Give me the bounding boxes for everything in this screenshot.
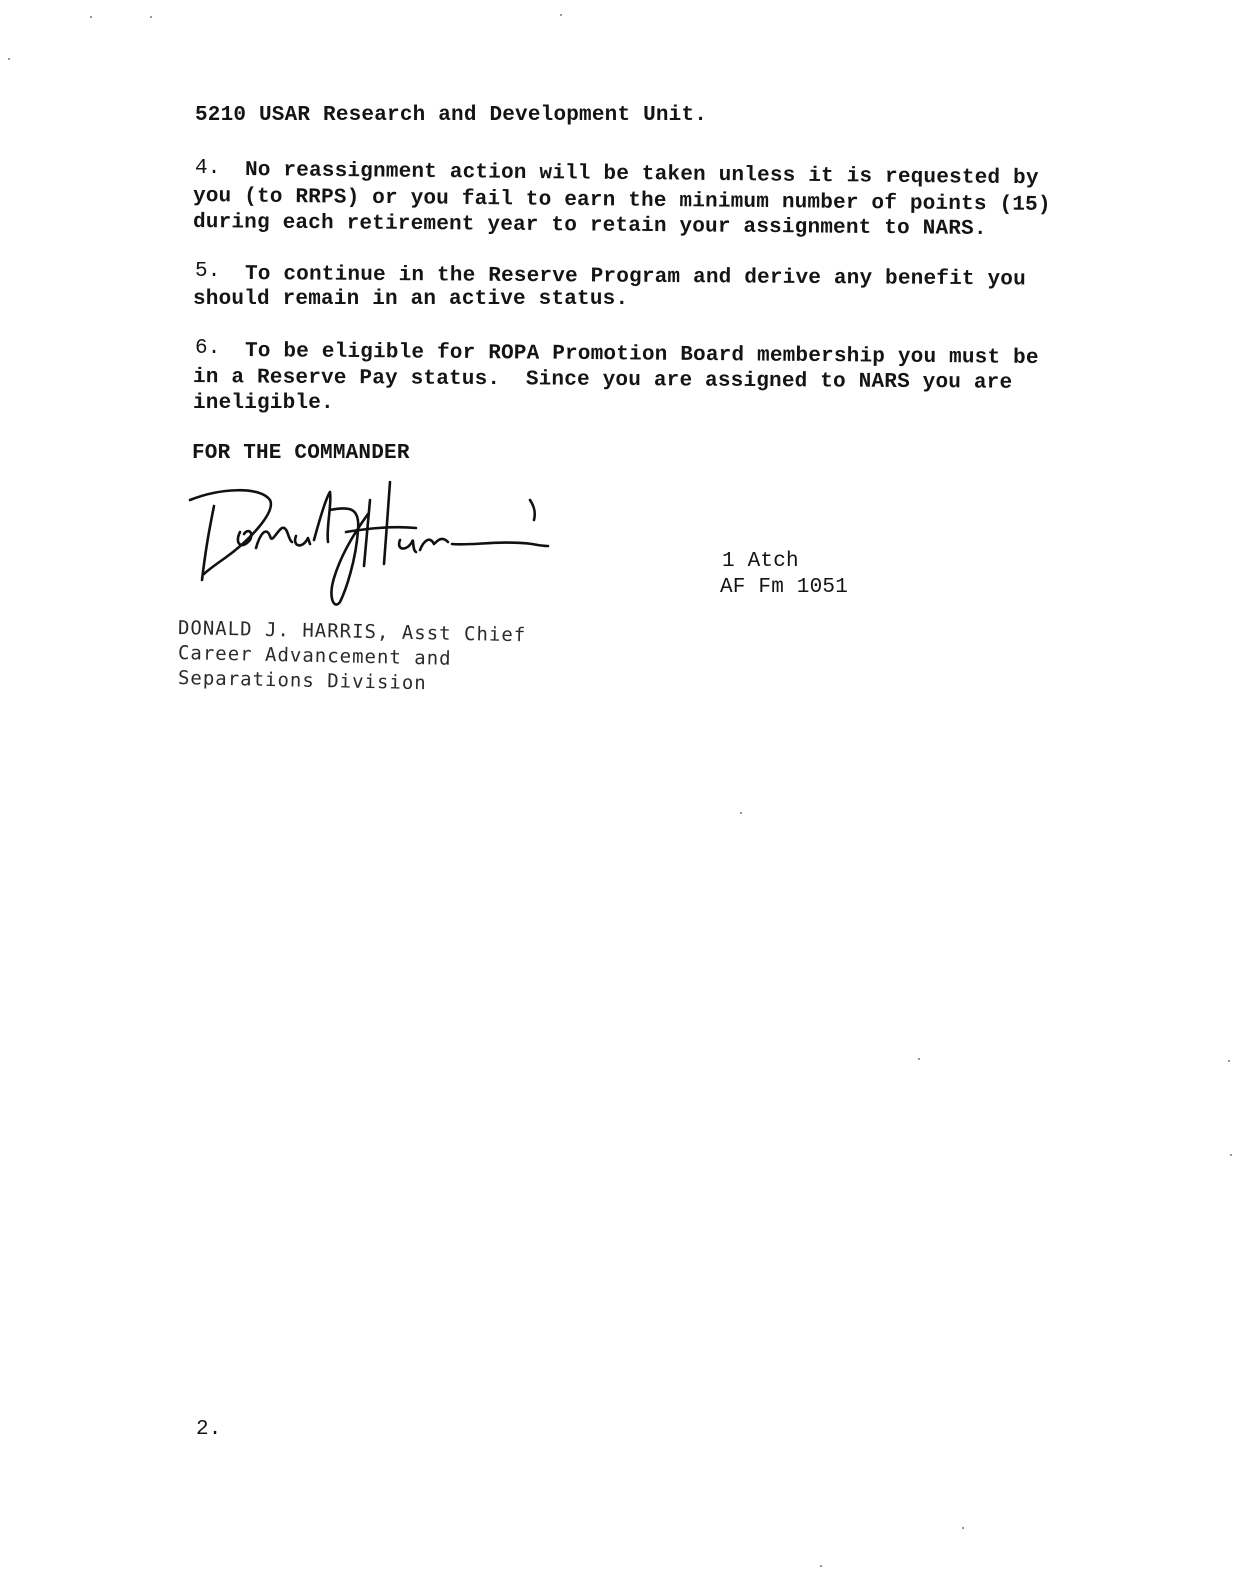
- scan-speck: [740, 812, 742, 814]
- para6-line1: To be eligible for ROPA Promotion Board membership you must be: [244, 340, 1039, 370]
- signer-division-line1: Career Advancement and: [177, 642, 452, 670]
- para4-line2: you (to RRPS) or you fail to earn the minimum number of points (15): [192, 185, 1051, 217]
- para5-line1: To continue in the Reserve Program and derive any benefit you: [244, 263, 1027, 292]
- signature-image: [180, 470, 560, 610]
- scan-speck: [962, 1527, 964, 1529]
- scan-speck: [1230, 1154, 1232, 1156]
- scan-speck: [150, 16, 152, 18]
- scan-speck: [820, 1565, 822, 1567]
- scan-speck: [90, 16, 92, 18]
- para4-number: 4.: [195, 157, 221, 180]
- scan-speck: [1228, 1060, 1230, 1062]
- signer-division-line2: Separations Division: [177, 667, 427, 695]
- para6-line3: ineligible.: [193, 392, 334, 415]
- para4-line1: No reassignment action will be taken unless it is requested by: [244, 159, 1039, 191]
- para4-line3: during each retirement year to retain your assignment to NARS.: [192, 211, 987, 241]
- para5-number: 5.: [195, 260, 221, 283]
- scan-speck: [8, 58, 10, 60]
- attachment-count: 1 Atch: [722, 550, 799, 573]
- para6-number: 6.: [195, 337, 221, 360]
- scan-speck: [560, 14, 562, 16]
- signer-name-title: DONALD J. HARRIS, Asst Chief: [177, 617, 527, 647]
- opening-line: 5210 USAR Research and Development Unit.: [195, 104, 708, 127]
- page-number: 2.: [196, 1418, 222, 1441]
- para5-line2: should remain in an active status.: [193, 288, 629, 311]
- attachment-form: AF Fm 1051: [720, 576, 849, 599]
- closing: FOR THE COMMANDER: [192, 442, 410, 465]
- para6-line2: in a Reserve Pay status. Since you are assigned to NARS you are: [192, 366, 1013, 395]
- scan-speck: [918, 1058, 920, 1060]
